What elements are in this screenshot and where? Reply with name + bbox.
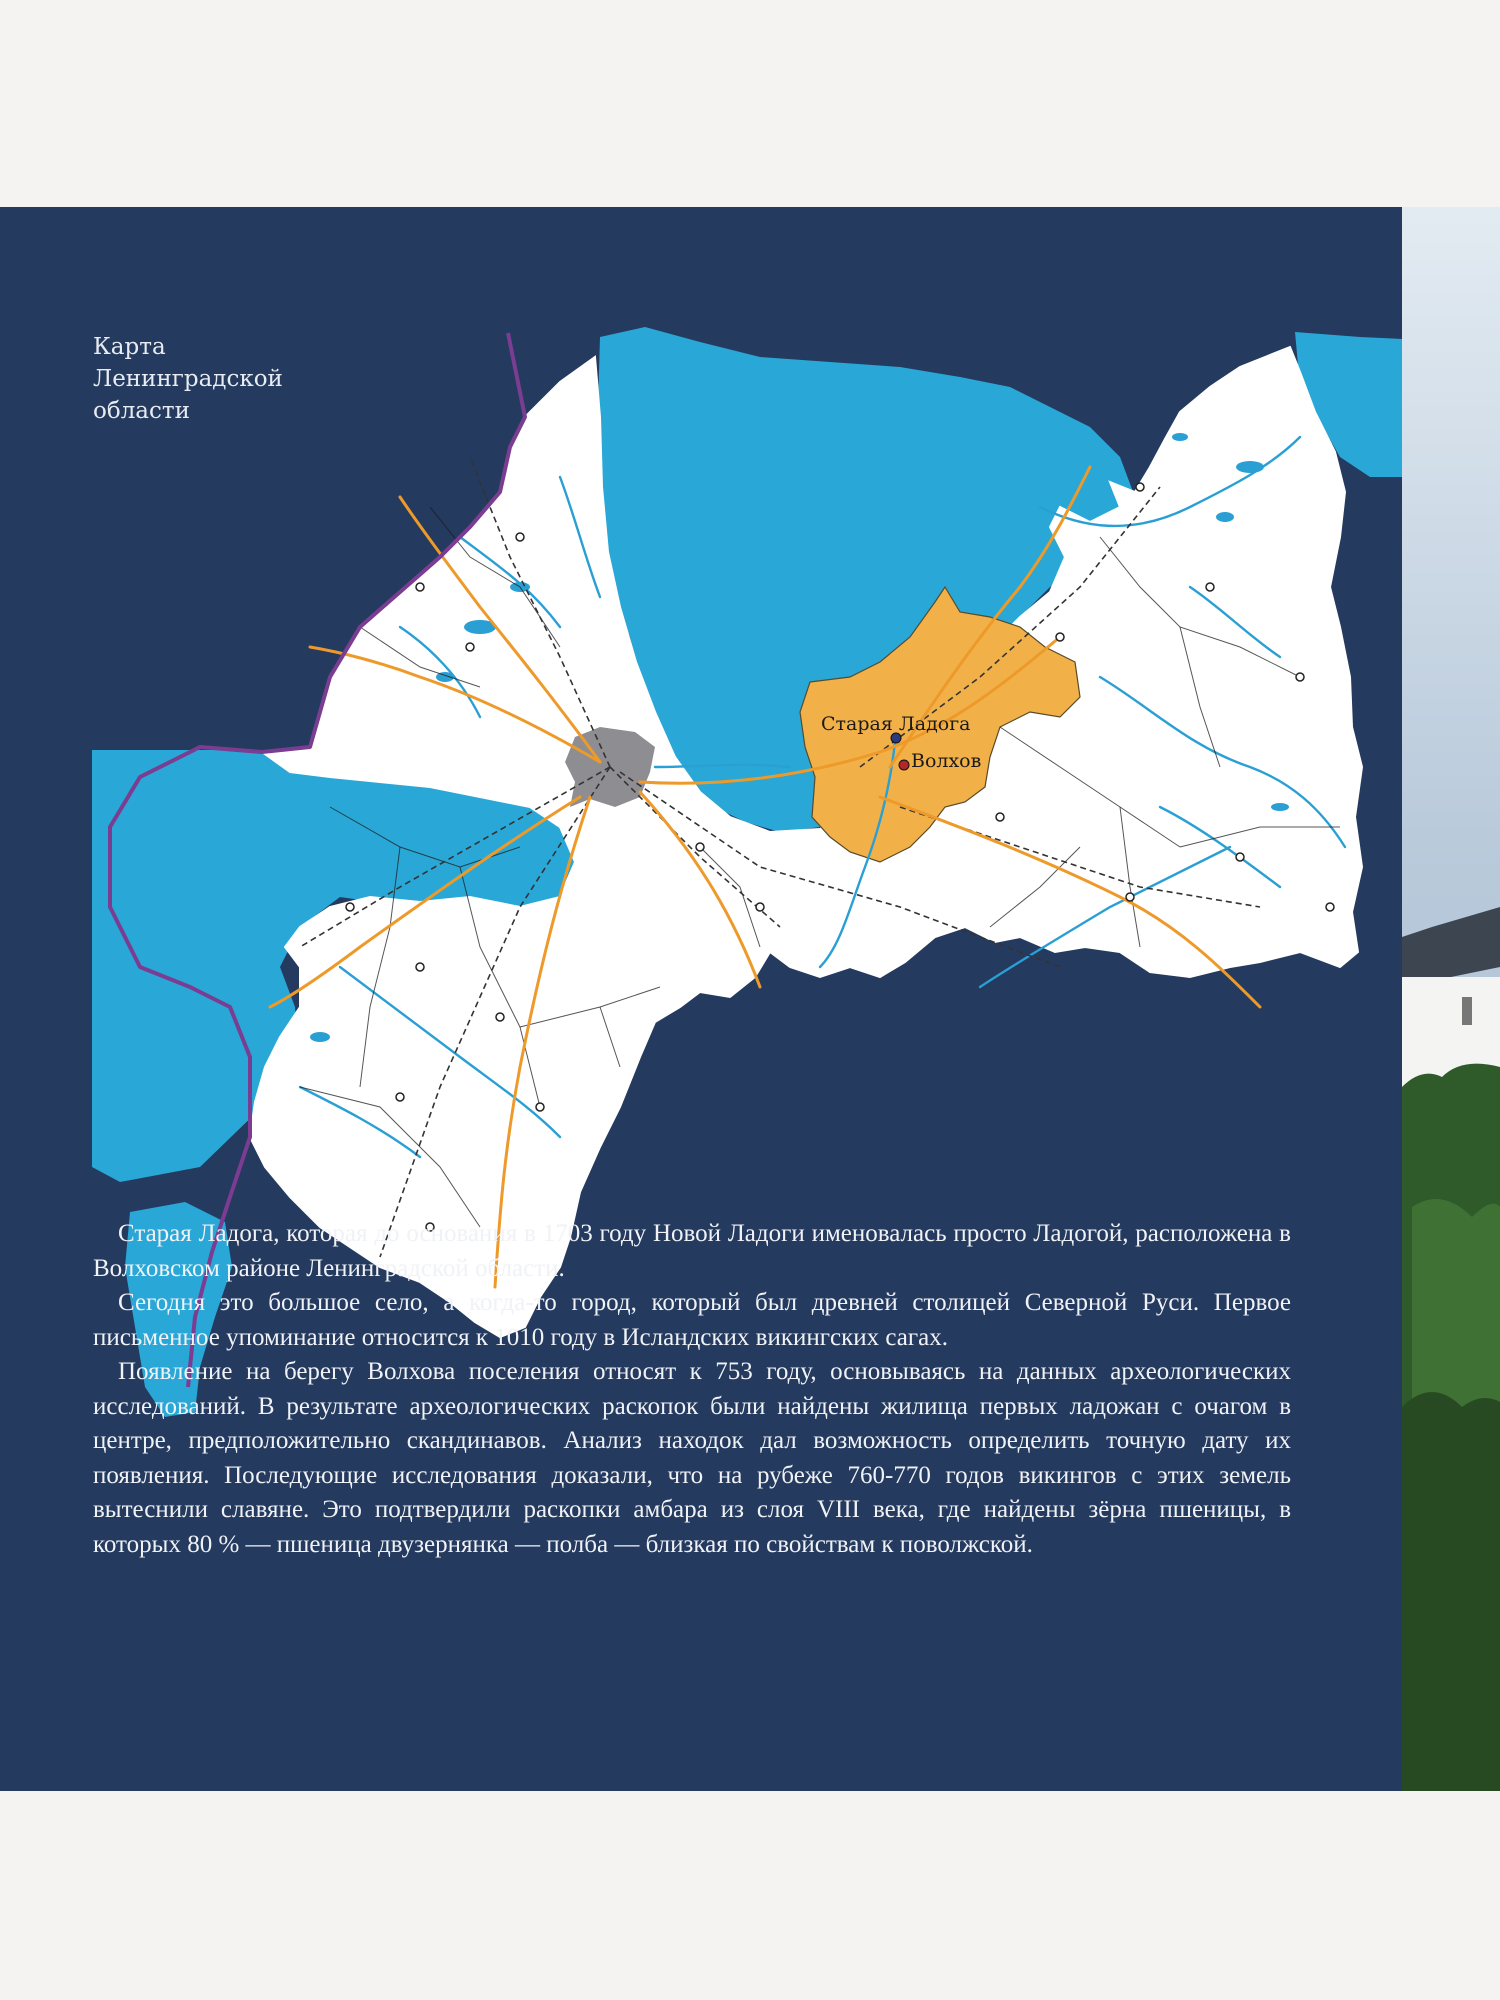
paragraph: Сегодня это большое село, а когда-то город, который был древней столицей Северной Руси. Первое письменное упоминание относится к 1010 году в Исландских викингских сагах. [93, 1289, 1291, 1351]
caption-line: области [93, 398, 190, 424]
book-panel [0, 207, 1402, 1791]
paragraph: Старая Ладога, которая до основания в 1703 году Новой Ладоги именовалась просто Ладогой, расположена в Волховском районе Ленинградской области. [93, 1220, 1291, 1282]
volkhov-label: Волхов [911, 750, 982, 772]
staraya-ladoga-label: Старая Ладога [821, 713, 971, 735]
volkhov-marker [899, 760, 909, 770]
caption-line: Ленинградской [93, 366, 283, 392]
caption-line: Карта [93, 334, 166, 360]
article-text [93, 1217, 1291, 1562]
church-photo-strip [1402, 207, 1500, 1791]
paragraph: Появление на берегу Волхова поселения относят к 753 году, основываясь на данных археологических исследований. В результате археологических раскопок были найдены жилища первых ладожан с очагом в центре, предположительно скандинавов. Анализ находок дал возможность определить точную дату их появления. Последующие исследования доказали, что на рубеже 760-770 годов викингов с этих земель вытеснили славяне. Это подтвердили раскопки амбара из слоя VIII века, где найдены зёрна пшеницы, в которых 80 % — пшеница двузернянка — полба — близкая по свойствам к поволжской. [93, 1358, 1291, 1558]
